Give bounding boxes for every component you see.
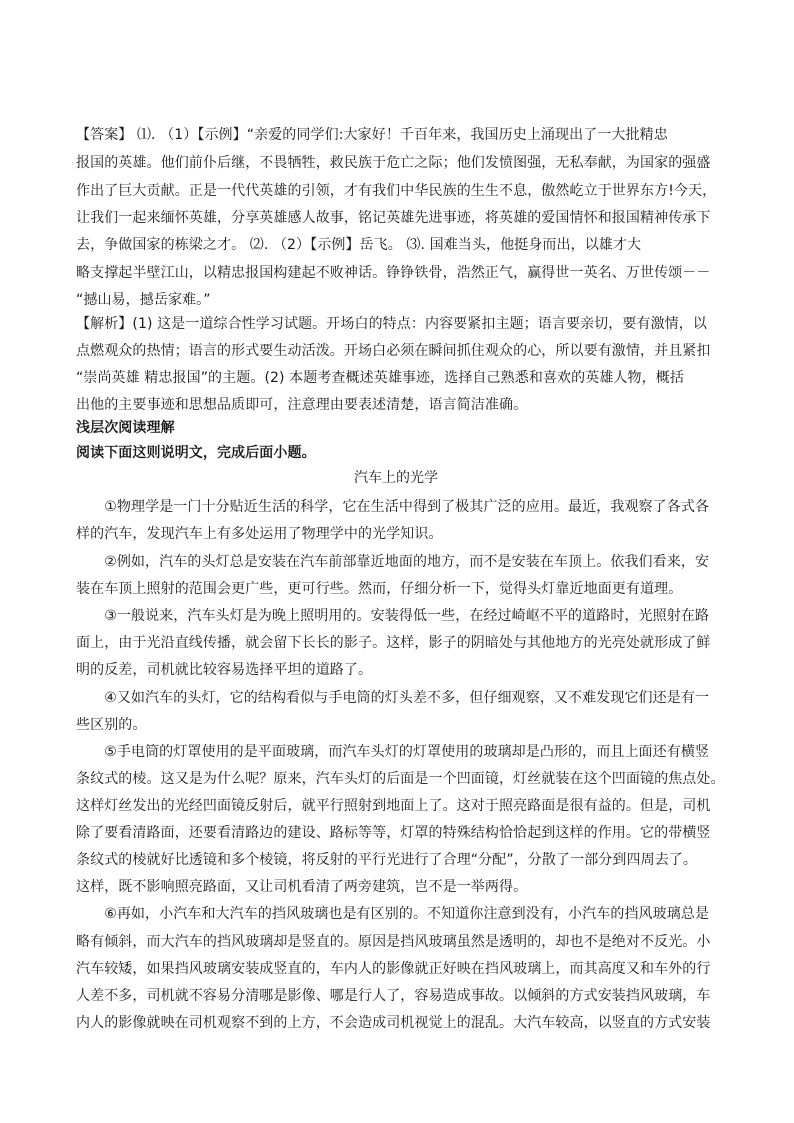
article-line: ⑤手电筒的灯罩使用的是平面玻璃，而汽车头灯的灯罩使用的玻璃却是凸形的，而且上面还有横竖 [76, 744, 710, 760]
answer-line: 去，争做国家的栋梁之才。 ⑵. （2）【示例】岳飞。 ⑶. 国难当头，他挺身而出，以雄才大 [76, 237, 642, 253]
article-line: 除了要看清路面，还要看清路边的建设、路标等等，灯罩的特殊结构恰恰起到这样的作用。它的带横竖 [76, 825, 711, 841]
article-line: 条纹式的棱就好比透镜和多个棱镜，将反射的平行光进行了合理“分配”，分散了一部分到四周去了。 [76, 852, 698, 868]
article-line: 样的汽车，发现汽车上有多处运用了物理学中的光学知识。 [76, 526, 443, 542]
analysis-line: 点燃观众的热情；语言的形式要生动活泼。开场白必须在瞬间抓住观众的心，所以要有激情，并且紧扣 [76, 343, 711, 359]
article-line: 内人的影像就映在司机观察不到的上方，不会造成司机视觉上的混乱。大汽车较高，以竖直的方式安装 [76, 1015, 711, 1031]
article-title: 汽车上的光学 [354, 470, 438, 486]
article-line: 这样，既不影响照亮路面，又让司机看清了两旁建筑，岂不是一举两得。 [76, 879, 528, 895]
article-line: 人差不多，司机就不容易分清哪是影像、哪是行人了，容易造成事故。以倾斜的方式安装挡风玻璃，车 [76, 988, 711, 1004]
article-line: 条纹式的棱。这又是为什么呢？原来，汽车头灯的后面是一个凹面镜，灯丝就装在这个凹面镜的焦点处。 [76, 771, 725, 787]
answer-line: 【答案】 ⑴. （1）【示例】“亲爱的同学们:大家好！千百年来，我国历史上涌现出了一大批精忠 [76, 127, 668, 143]
article-line: 面上，由于光沿直线传播，就会留下长长的影子。这样，影子的阴暗处与其他地方的光亮处就形成了鲜 [76, 635, 711, 651]
article-line: 明的反差，司机就比较容易选择平坦的道路了。 [76, 662, 373, 678]
article-line: 装在车顶上照射的范围会更广些，更可行些。然而，仔细分析一下，觉得头灯靠近地面更有道理。 [76, 581, 683, 597]
answer-line: 作出了巨大贡献。正是一代代英雄的引领，才有我们中华民族的生生不息，傲然屹立于世界东方!今天， [76, 183, 717, 199]
answer-line: 让我们一起来缅怀英雄，分享英雄感人故事，铭记英雄先进事迹，将英雄的爱国情怀和报国精神传承下 [76, 210, 711, 226]
analysis-line: 出他的主要事迹和思想品质即可，注意理由要表述清楚，语言简洁准确。 [76, 397, 528, 413]
article-line: ⑥再如，小汽车和大汽车的挡风玻璃也是有区别的。不知道你注意到没有，小汽车的挡风玻璃总是 [76, 906, 710, 922]
article-line: ④又如汽车的头灯，它的结构看似与手电筒的灯头差不多，但仔细观察，又不难发现它们还是有一 [76, 690, 710, 706]
answer-line: 略支撑起半壁江山，以精忠报国构建起不败神话。铮铮铁骨，浩然正气，赢得世一英名、万世传颂－－ [76, 265, 711, 281]
article-line: 略有倾斜，而大汽车的挡风玻璃却是竖直的。原因是挡风玻璃虽然是透明的，却也不是绝对不反光。小 [76, 934, 711, 950]
article-line: ②例如，汽车的头灯总是安装在汽车前部靠近地面的地方，而不是安装在车顶上。依我们看来，安 [76, 554, 710, 570]
article-line: 汽车较矮，如果挡风玻璃安装成竖直的，车内人的影像就正好映在挡风玻璃上，而其高度又和车外的行 [76, 961, 711, 977]
article-line: 些区别的。 [76, 717, 147, 733]
article-line: ①物理学是一门十分贴近生活的科学，它在生活中得到了极其广泛的应用。最近，我观察了各式各 [76, 499, 710, 515]
answer-line: 报国的英雄。他们前仆后继，不畏牺牲，救民族于危亡之际；他们发愤图强，无私奉献，为国家的强盛 [76, 155, 711, 171]
section-heading: 浅层次阅读理解 [76, 420, 175, 436]
article-line: ③一般说来，汽车头灯是为晚上照明用的。安装得低一些，在经过崎岖不平的道路时，光照射在路 [76, 608, 710, 624]
answer-line: “撼山易，撼岳家难。” [76, 292, 211, 308]
analysis-line: “崇尚英雄 精忠报国”的主题。(2) 本题考查概述英雄事迹，选择自己熟悉和喜欢的英雄人物，概括 [76, 370, 684, 386]
analysis-line: 【解析】(1) 这是一道综合性学习试题。开场白的特点：内容要紧扣主题；语言要亲切，要有激情，以 [76, 316, 707, 332]
article-line: 这样灯丝发出的光经凹面镜反射后，就平行照射到地面上了。这对于照亮路面是很有益的。但是，司机 [76, 798, 711, 814]
instruction: 阅读下面这则说明文，完成后面小题。 [76, 445, 316, 461]
